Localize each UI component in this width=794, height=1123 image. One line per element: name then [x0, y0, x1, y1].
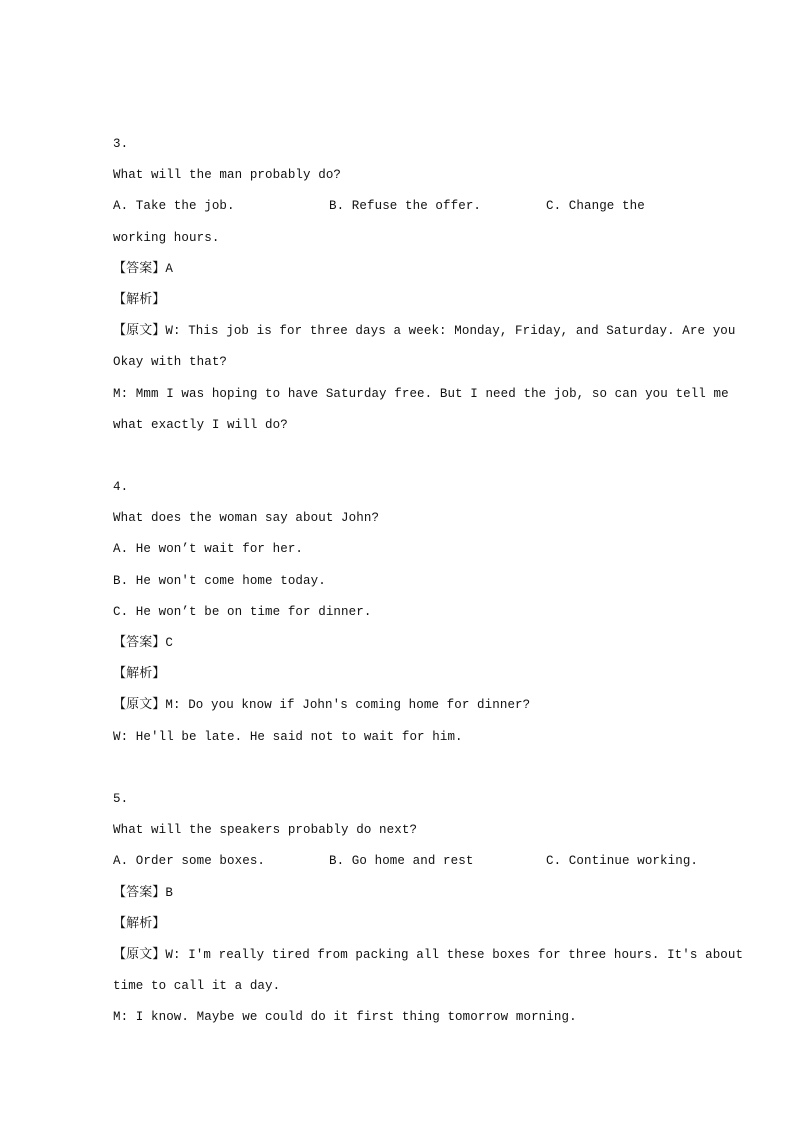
- answer-tag: 【答案】: [113, 635, 166, 650]
- transcript-line: [113, 943, 744, 974]
- option-a: A. Order some boxes.: [113, 854, 266, 869]
- transcript-line: time to call it a day.: [113, 979, 281, 994]
- option-a: A. He won’t wait for her.: [113, 542, 304, 557]
- transcript-line: [113, 693, 683, 724]
- spacer: [113, 444, 683, 475]
- option-c: C. Continue working.: [546, 854, 699, 869]
- question-text: What will the man probably do?: [113, 168, 342, 183]
- transcript-line: Okay with that?: [113, 355, 228, 370]
- option-b: B. Refuse the offer.: [329, 199, 482, 214]
- analysis-tag: 【解析】: [113, 915, 166, 931]
- transcript-line: M: Mmm I was hoping to have Saturday free. But I need the job, so can you tell me: [113, 386, 729, 401]
- transcript-line: [113, 319, 736, 350]
- transcript-text: W: I'm really tired from packing all these boxes for three hours. It's about: [165, 947, 744, 962]
- transcript-line: W: He'll be late. He said not to wait for him.: [113, 729, 463, 744]
- analysis-tag: 【解析】: [113, 666, 166, 682]
- answer-line: [113, 881, 683, 912]
- transcript-tag: 【原文】: [113, 323, 166, 339]
- analysis-line: [113, 662, 683, 693]
- transcript-line: M: I know. Maybe we could do it first thing tomorrow morning.: [113, 1010, 577, 1025]
- options-row: [113, 194, 683, 225]
- analysis-line: [113, 912, 683, 943]
- answer-line: [113, 631, 683, 662]
- transcript-tag: 【原文】: [113, 946, 166, 962]
- option-a: A. Take the job.: [113, 199, 235, 214]
- question-text: What does the woman say about John?: [113, 511, 380, 526]
- transcript-tag: 【原文】: [113, 697, 166, 713]
- option-b: B. He won't come home today.: [113, 573, 326, 588]
- question-text: What will the speakers probably do next?: [113, 823, 418, 838]
- answer-value: A: [165, 261, 174, 276]
- transcript-line: what exactly I will do?: [113, 417, 288, 432]
- transcript-text: W: This job is for three days a week: Monday, Friday, and Saturday. Are you: [165, 324, 736, 339]
- question-number: 5.: [113, 791, 129, 806]
- option-b: B. Go home and rest: [329, 854, 474, 869]
- analysis-tag: 【解析】: [113, 291, 166, 307]
- answer-value: C: [165, 636, 174, 650]
- options-row: [113, 849, 699, 880]
- question-number: 3.: [113, 137, 129, 151]
- answer-tag: 【答案】: [113, 260, 166, 276]
- option-c-continuation: working hours.: [113, 230, 220, 245]
- answer-tag: 【答案】: [113, 884, 166, 900]
- option-c: C. Change the: [546, 199, 645, 214]
- question-number: 4.: [113, 480, 129, 495]
- answer-line: [113, 257, 683, 288]
- transcript-text: M: Do you know if John's coming home for dinner?: [165, 698, 531, 713]
- spacer: [113, 756, 683, 787]
- option-c: C. He won’t be on time for dinner.: [113, 604, 372, 619]
- analysis-line: [113, 288, 683, 319]
- document-page: [113, 132, 744, 1036]
- answer-value: B: [165, 885, 174, 900]
